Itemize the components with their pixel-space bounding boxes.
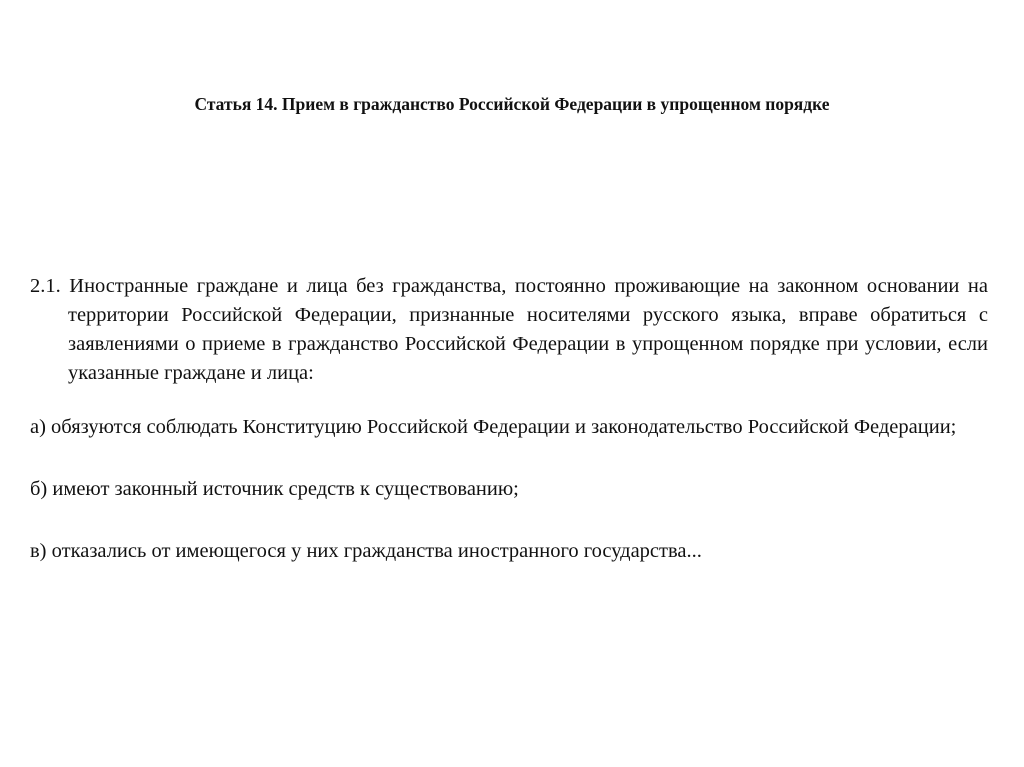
paragraph-item-a: а) обязуются соблюдать Конституцию Российской Федерации и законодательство Российской Федерации; — [30, 416, 957, 438]
article-body — [30, 272, 988, 566]
article-title: Статья 14. Прием в гражданство Российской Федерации в упрощенном порядке — [194, 94, 830, 114]
paragraph-item-v: в) отказались от имеющегося у них гражданства иностранного государства... — [30, 540, 702, 562]
paragraph-2-1: 2.1. Иностранные граждане и лица без гражданства, постоянно проживающие на законном основании на территории Российской Федерации, признанные носителями русского языка, вправе обратиться с заявлениями о приеме в гражданство Российской Федерации в упрощенном порядке при условии, если указанные граждане и лица: — [30, 275, 988, 384]
paragraph-item-b: б) имеют законный источник средств к существованию; — [30, 478, 519, 500]
